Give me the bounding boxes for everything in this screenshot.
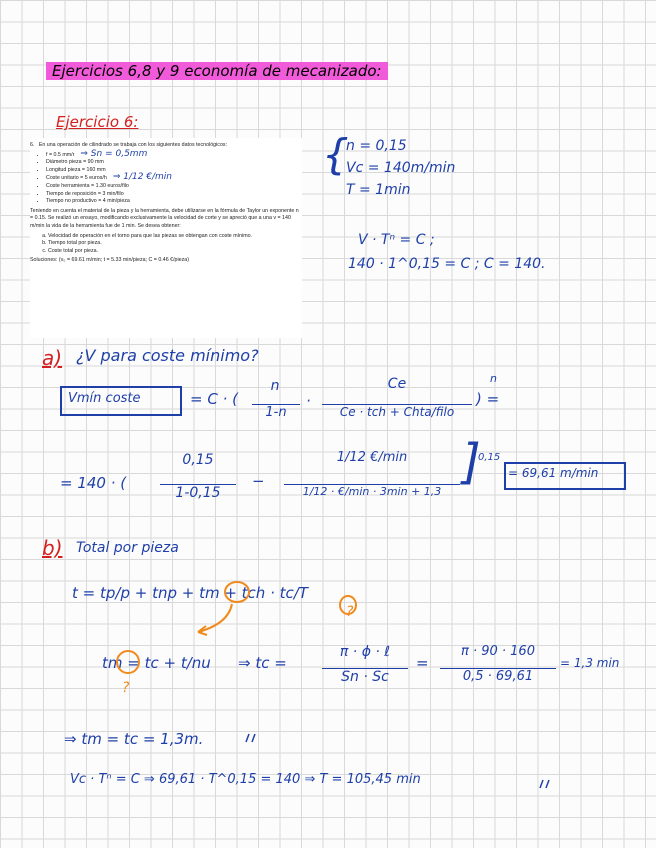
eq-total-time: t = tp/p + tnp + tm + tch · tc/T <box>72 584 308 602</box>
problem-solutions: Soluciones: (v₀ = 69.61 m/min; t = 5.33 min/pieza; C = 0.46 €/pieza) <box>30 257 189 264</box>
frac1-den: 1-n <box>252 404 300 420</box>
part-a-label: a) <box>42 346 63 370</box>
handwritten-note: ⇒ 1/12 €/min <box>112 172 173 183</box>
calc-f1-num: 0,15 <box>182 452 214 468</box>
bracket-icon: ] <box>462 434 481 490</box>
eq-tool-life: Vc · Tⁿ = C ⇒ 69,61 · T^0,15 = 140 ⇒ T = 105,45 min <box>70 772 421 787</box>
question-mark: ? <box>346 604 354 620</box>
double-underline-mark <box>540 780 549 788</box>
list-item: • Tiempo no productivo = 4 min/pieza <box>46 198 302 206</box>
handwritten-note: ⇒ Sn = 0,5mm <box>80 148 148 159</box>
formula-exp: n <box>490 372 497 385</box>
eq-sign: = <box>416 654 429 672</box>
circle-tm-annotation <box>225 582 249 602</box>
calc-prefix: = 140 · ( <box>60 474 127 492</box>
problem-intro: En una operación de cilindrado se trabaja con los siguientes datos tecnológicos: <box>38 142 228 148</box>
list-item: a. Velocidad de operación en el torno para que las piezas se obtengan con coste mínimo. <box>48 233 302 241</box>
formula-eq: = C · ( <box>190 390 238 408</box>
formula-end: ) = <box>476 390 500 408</box>
eq-tm-tc: ⇒ tm = tc = 1,3m. <box>64 730 204 748</box>
taylor-line-2: 140 · 1^0,15 = C ; C = 140. <box>348 256 546 272</box>
question-mark: ? <box>122 680 130 696</box>
taylor-line-1: V · Tⁿ = C ; <box>358 232 435 248</box>
given-t: T = 1min <box>346 182 411 198</box>
problem-number: 6. <box>30 142 35 148</box>
brace-icon: { <box>322 130 349 179</box>
double-underline-mark <box>246 734 255 742</box>
eq-tm: tm = tc + t/nu <box>102 654 211 672</box>
tc-result: = 1,3 min <box>560 656 620 670</box>
tc-num: π · ϕ · ℓ <box>339 644 391 660</box>
tc-den2: 0,5 · 69,61 <box>440 668 556 684</box>
eq-arrow: ⇒ tc = <box>238 654 287 672</box>
given-vc: Vc = 140m/min <box>346 160 456 176</box>
calc-exp: 0,15 <box>478 452 501 463</box>
calc-f2-num: 1/12 €/min <box>336 450 408 465</box>
part-b-label: b) <box>42 536 63 560</box>
list-item: b. Tiempo total por pieza. <box>48 240 302 248</box>
minus-sign: − <box>252 472 265 490</box>
list-item: c. Coste total por pieza. <box>48 248 302 256</box>
frac2-num: Ce <box>387 376 407 392</box>
frac2-den: Ce · tch + Chta/filo <box>322 404 472 419</box>
given-n: n = 0,15 <box>346 138 407 154</box>
part-b-question: Total por pieza <box>76 540 179 556</box>
frac1-num: n <box>270 378 280 394</box>
tc-num2: π · 90 · 160 <box>461 644 535 659</box>
circle-tc-annotation <box>117 651 139 673</box>
list-item: • Coste unitario = 5 euros/h ⇒ 1/12 €/min <box>46 174 302 183</box>
tc-den: Sn · Sc <box>322 668 408 685</box>
subtitle: Ejercicio 6: <box>56 113 139 131</box>
title-text: Ejercicios 6,8 y 9 economía de mecanizado: <box>46 62 388 80</box>
list-item: • Diámetro pieza = 90 mm <box>46 159 302 167</box>
calc-f2-den: 1/12 · €/min · 3min + 1,3 <box>284 484 460 498</box>
problem-body: Teniendo en cuenta el material de la pieza y la herramienta, debe utilizarse en la fórmula de Taylor un exponente n = 0.15. Se realizó un ensayo, modificando exclusivamente la velocidad de corte y se apreció que a una v = 140 m/min la vida de la herramienta fue de 1 min. Se desea obtener: <box>30 207 299 229</box>
calc-f1-den: 1-0,15 <box>160 484 236 501</box>
minus-sign: · <box>306 392 311 410</box>
result-a: = 69,61 m/min <box>508 466 599 480</box>
list-item: • f = 0.5 mm/r ⇒ Sn = 0,5mm <box>46 151 302 160</box>
circle-t-annotation <box>340 596 356 614</box>
formula-lhs: Vmín coste <box>68 391 141 406</box>
part-a-question: ¿V para coste mínimo? <box>76 346 259 365</box>
list-item: • Tiempo de reposición = 3 min/filo <box>46 191 302 199</box>
list-item: • Coste herramienta = 1.30 euros/filo <box>46 183 302 191</box>
list-item: • Longitud pieza = 160 mm <box>46 167 302 175</box>
